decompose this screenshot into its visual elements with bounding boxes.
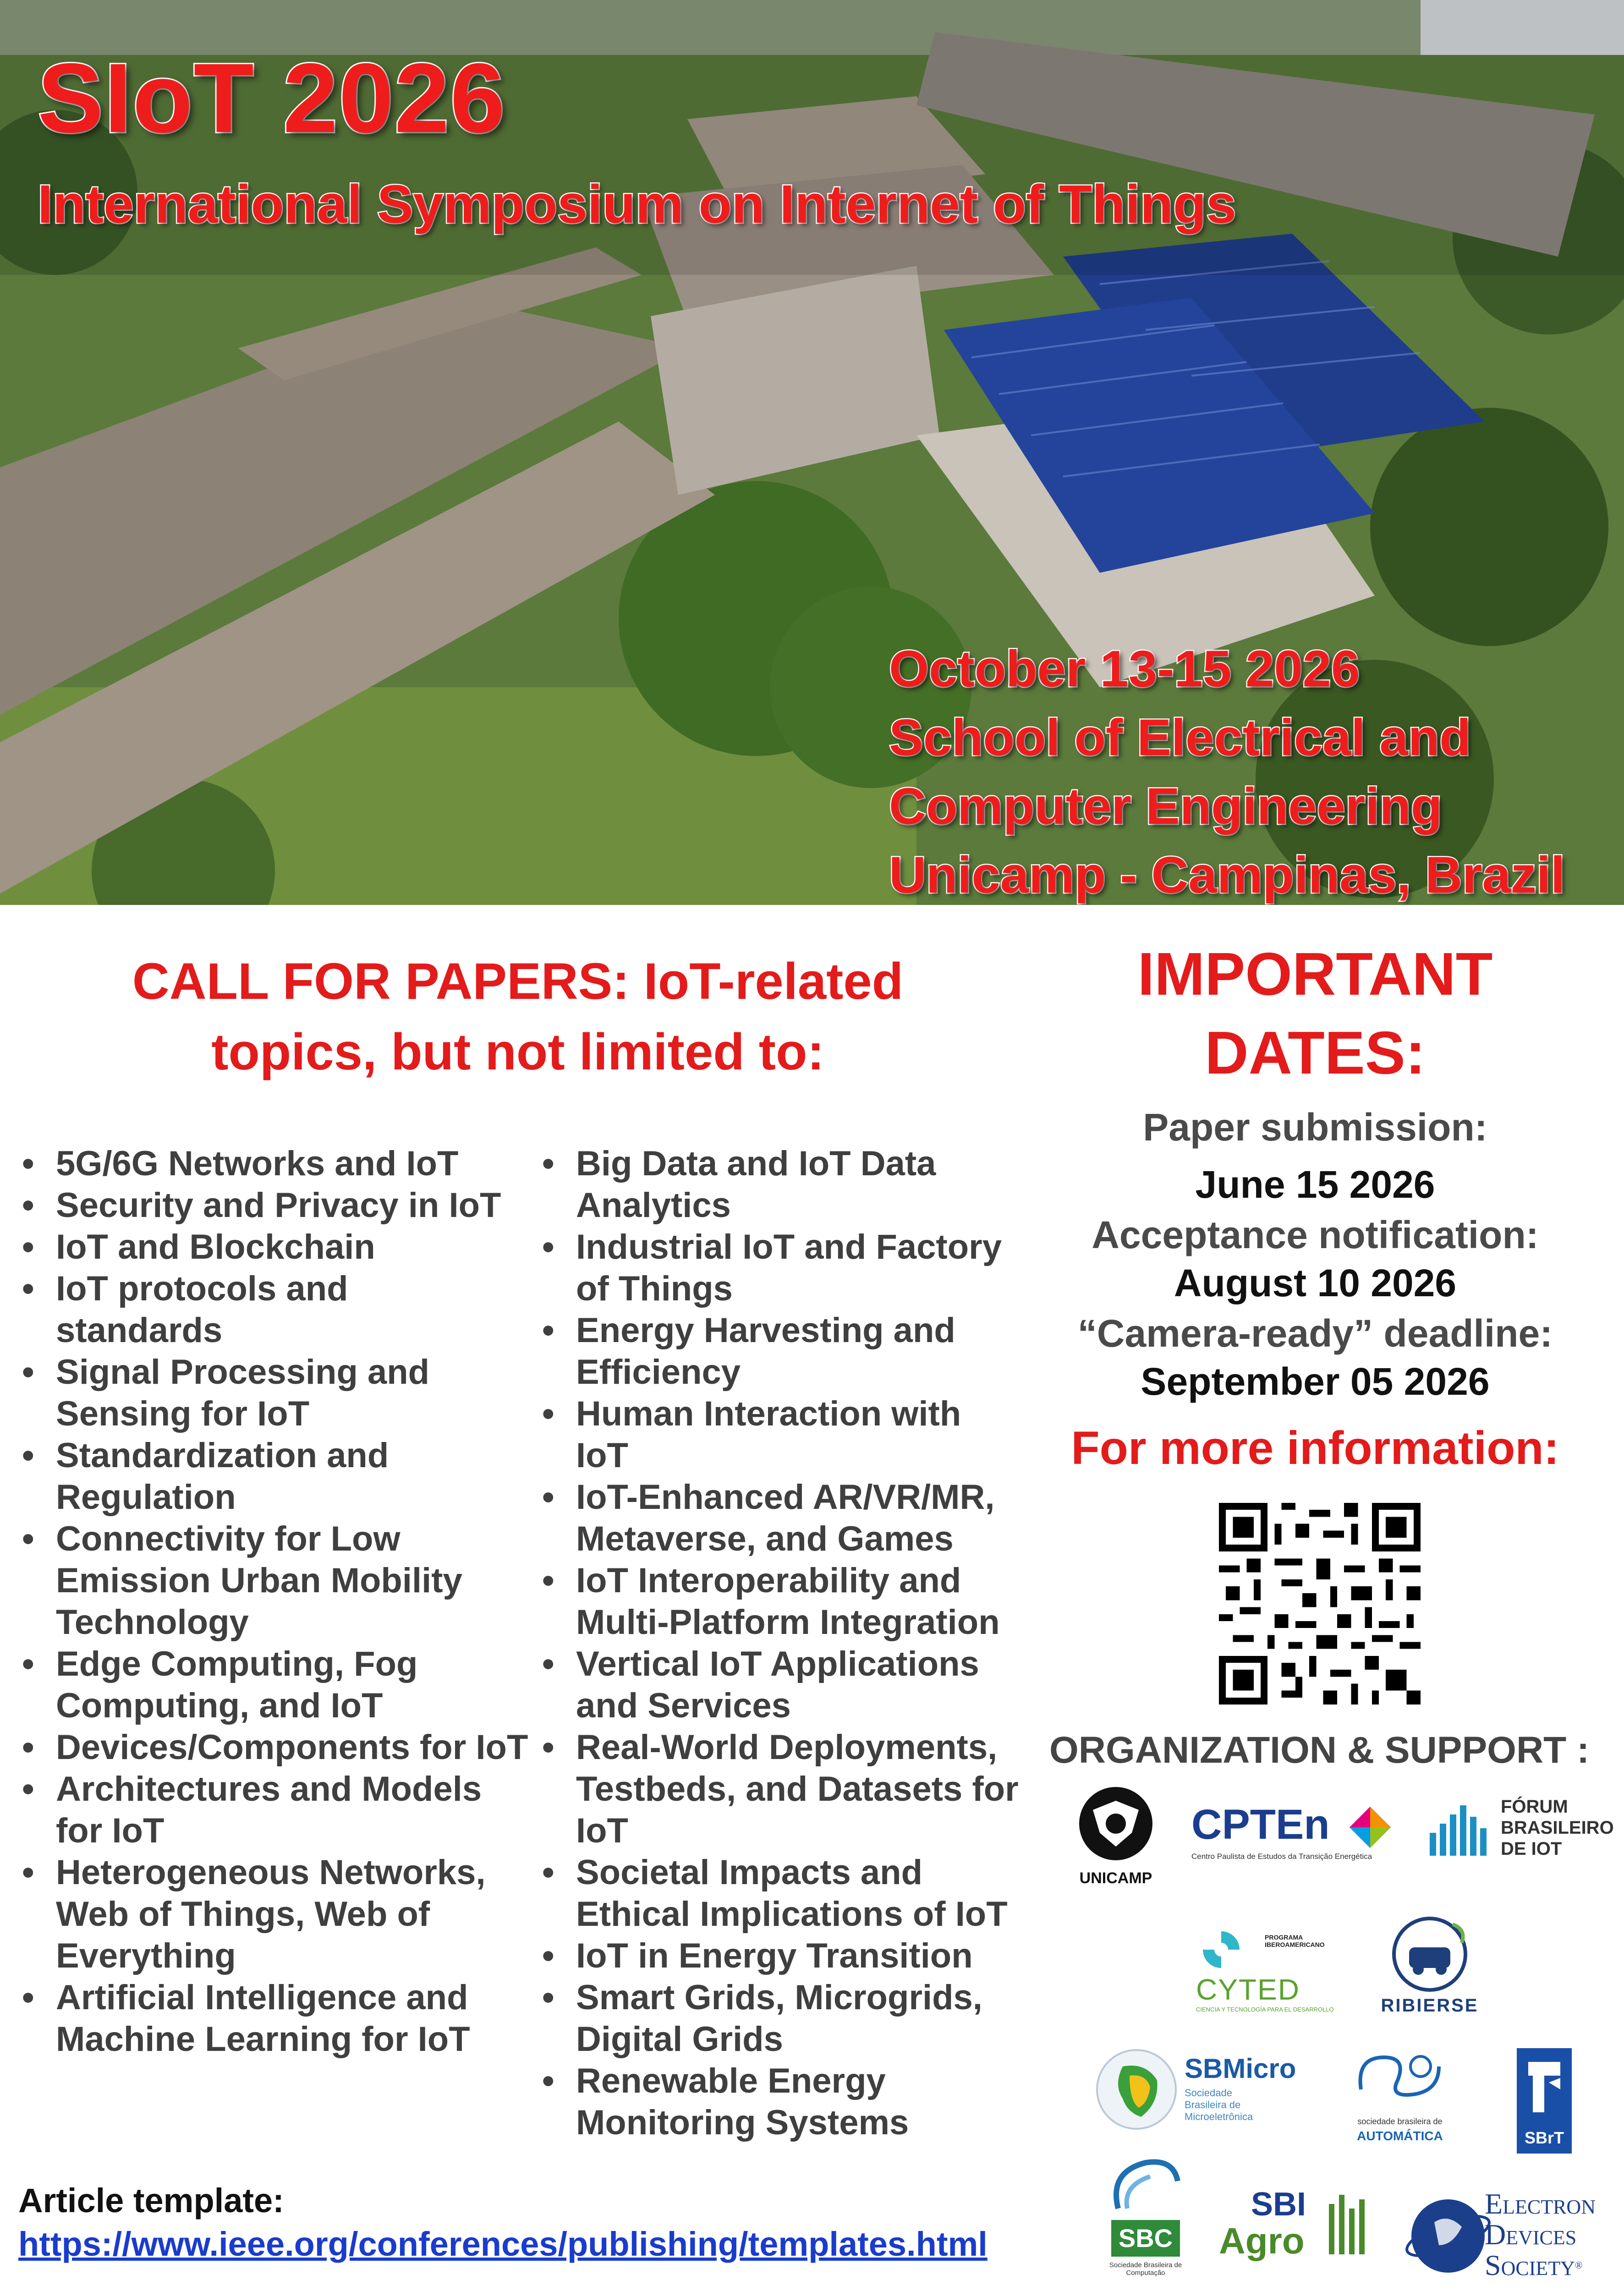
topic-item: • Industrial IoT and Factory of Things xyxy=(538,1226,1033,1310)
eds-line3: OCIETY xyxy=(1501,2257,1575,2280)
important-dates-line1: IMPORTANT xyxy=(1137,940,1493,1008)
topic-item: • Human Interaction with IoT xyxy=(538,1393,1033,1476)
cpten-logo xyxy=(1191,1801,1398,1865)
sbrt-label: SBrT xyxy=(1524,2128,1564,2147)
topic-item: • IoT Interoperability and Multi-Platform Integration xyxy=(538,1560,1033,1643)
topic-item: • Signal Processing and Sensing for IoT xyxy=(18,1351,532,1435)
eds-line1: LECTRON xyxy=(1503,2196,1596,2218)
forum-line1: FÓRUM xyxy=(1501,1797,1568,1817)
topic-item: • Connectivity for Low Emission Urban Mobility Technology xyxy=(18,1518,532,1643)
sbc-label: SBC xyxy=(1111,2220,1180,2257)
topic-item: • IoT in Energy Transition xyxy=(538,1935,1033,1977)
topic-item: • 5G/6G Networks and IoT xyxy=(18,1143,532,1184)
conference-subtitle: International Symposium on Internet of Things xyxy=(38,174,1236,235)
acceptance-date: August 10 2026 xyxy=(1174,1261,1457,1304)
sbc-logo xyxy=(1104,2154,1187,2291)
cyted-small: PROGRAMA IBEROAMERICANO xyxy=(1265,1934,1325,1948)
sbmicro-label: SBMicro xyxy=(1185,2053,1296,2084)
acceptance-label: Acceptance notification: xyxy=(1092,1213,1539,1256)
ribierse-label: RIBIERSE xyxy=(1381,1995,1479,2016)
topic-item: • Devices/Components for IoT xyxy=(18,1726,532,1768)
cpten-label: CPTEn xyxy=(1191,1801,1330,1848)
topic-item: • Architectures and Models for IoT xyxy=(18,1768,532,1852)
hero-photo xyxy=(0,0,1624,905)
submission-label: Paper submission: xyxy=(1143,1106,1487,1149)
sbiagro-logo xyxy=(1214,2186,1388,2268)
topics-list-left xyxy=(18,1143,532,2060)
eds-logo: ELECTRON DEVICES SOCIETY® xyxy=(1402,2186,1618,2286)
forum-line3: DE IOT xyxy=(1501,1839,1562,1859)
cyted-logo xyxy=(1191,1924,1347,2016)
sbiagro-agro: Agro xyxy=(1219,2220,1305,2261)
topic-item: • Smart Grids, Microgrids, Digital Grids xyxy=(538,1977,1033,2060)
call-for-papers-heading xyxy=(82,946,953,1087)
sbmicro-logo xyxy=(1095,2044,1296,2135)
sbmicro-sub1: Sociedade xyxy=(1185,2087,1232,2099)
sba-line2: AUTOMÁTICA xyxy=(1357,2129,1443,2143)
topics-list-right xyxy=(538,1143,1033,2143)
unicamp-logo xyxy=(1068,1782,1164,1888)
topic-item: • Big Data and IoT Data Analytics xyxy=(538,1143,1033,1226)
important-dates-heading xyxy=(1049,935,1581,1092)
submission-date: June 15 2026 xyxy=(1195,1163,1435,1206)
camera-ready-label: “Camera-ready” deadline: xyxy=(1077,1312,1553,1355)
article-template-label: Article template: xyxy=(18,2181,284,2220)
sbmicro-sub2: Brasileira de xyxy=(1185,2099,1241,2110)
important-dates-line2: DATES: xyxy=(1205,1019,1426,1086)
cfp-heading-line2: topics, but not limited to: xyxy=(211,1023,824,1080)
forum-line2: BRASILEIRO xyxy=(1501,1818,1614,1838)
topic-item: • IoT-Enhanced AR/VR/MR, Metaverse, and Games xyxy=(538,1476,1033,1560)
topic-item: • Renewable Energy Monitoring Systems xyxy=(538,2060,1033,2143)
topic-item: • Vertical IoT Applications and Services xyxy=(538,1643,1033,1726)
organization-heading: ORGANIZATION & SUPPORT : xyxy=(1049,1729,1590,1771)
sba-line1: sociedade brasileira de xyxy=(1357,2117,1443,2126)
topic-item: • Energy Harvesting and Efficiency xyxy=(538,1310,1033,1393)
event-location: Unicamp - Campinas, Brazil xyxy=(889,846,1565,904)
cfp-heading-line1: CALL FOR PAPERS: IoT-related xyxy=(132,953,904,1010)
unicamp-label: UNICAMP xyxy=(1079,1869,1152,1887)
sba-logo xyxy=(1343,2048,1457,2154)
topic-item: • Real-World Deployments, Testbeds, and Datasets for IoT xyxy=(538,1726,1033,1852)
sbmicro-sub3: Microeletrônica xyxy=(1185,2111,1253,2122)
topic-item: • Standardization and Regulation xyxy=(18,1435,532,1518)
sbc-subtitle: Sociedade Brasileira de Computação xyxy=(1109,2261,1182,2277)
topic-item: • Heterogeneous Networks, Web of Things, Web of Everything xyxy=(18,1852,532,1977)
sbrt-logo xyxy=(1517,2048,1572,2154)
topic-item: • Security and Privacy in IoT xyxy=(18,1184,532,1226)
cpten-subtitle: Centro Paulista de Estudos da Transição Energética xyxy=(1191,1852,1372,1861)
article-template-link[interactable]: https://www.ieee.org/conferences/publishing/templates.html xyxy=(18,2225,988,2263)
sbiagro-sbi: SBI xyxy=(1251,2186,1306,2223)
event-info xyxy=(889,635,1565,905)
forum-iot-logo xyxy=(1425,1787,1618,1865)
cyted-label: CYTED xyxy=(1196,1973,1300,2006)
conference-title: SIoT 2026 xyxy=(38,43,506,153)
topic-item: • Edge Computing, Fog Computing, and IoT xyxy=(18,1643,532,1726)
more-info-heading: For more information: xyxy=(1071,1422,1559,1474)
topic-item: • IoT and Blockchain xyxy=(18,1226,532,1268)
event-date: October 13-15 2026 xyxy=(889,640,1360,697)
eds-line2: EVICES xyxy=(1506,2226,1577,2249)
topic-item: • Societal Impacts and Ethical Implications of IoT xyxy=(538,1852,1033,1935)
topic-item: • Artificial Intelligence and Machine Learning for IoT xyxy=(18,1977,532,2060)
qr-code[interactable] xyxy=(1219,1503,1421,1705)
cyted-subtitle: CIENCIA Y TECNOLOGÍA PARA EL DESARROLLO xyxy=(1196,2006,1334,2013)
ribierse-logo xyxy=(1370,1915,1489,2025)
topic-item: • IoT protocols and standards xyxy=(18,1268,532,1351)
event-venue-line2: Computer Engineering xyxy=(889,778,1443,835)
event-venue-line1: School of Electrical and xyxy=(889,709,1471,766)
camera-ready-date: September 05 2026 xyxy=(1141,1360,1490,1403)
